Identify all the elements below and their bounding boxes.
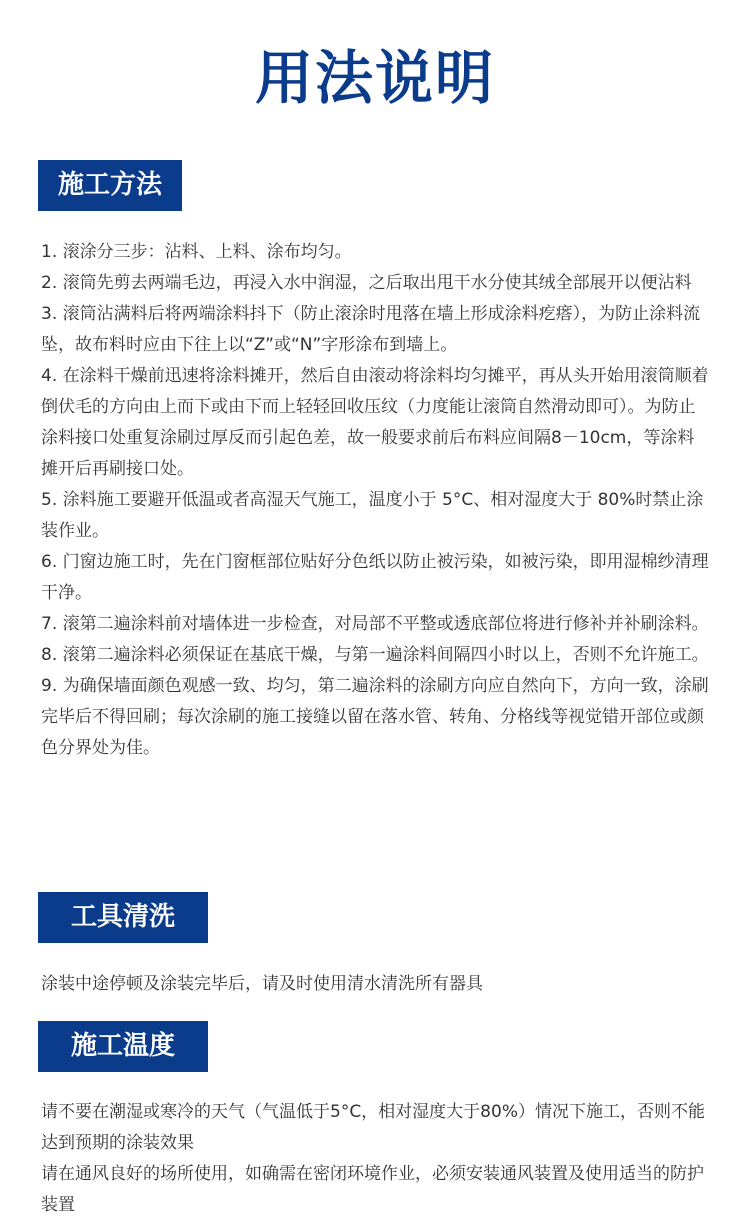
- construction-temperature-text: [41, 1097, 709, 1221]
- method-step: 8. 滚第二遍涂料必须保证在基底干燥，与第一遍涂料间隔四小时以上，否则不允许施工。: [41, 645, 709, 665]
- method-step: 5. 涂料施工要避开低温或者高湿天气施工，温度小于 5°C、相对湿度大于 80%时禁止涂装作业。: [41, 490, 704, 541]
- section-heading-construction-temperature: 施工温度: [38, 1021, 208, 1072]
- page-title: 用法说明: [254, 44, 495, 112]
- method-step: 4. 在涂料干燥前迅速将涂料摊开，然后自由滚动将涂料均匀摊平，再从头开始用滚筒顺着倒伏毛的方向由上而下或由下而上轻轻回收压纹（力度能让滚筒自然滑动即可）。为防止涂料接口处重复涂刷过厚反而引起色差，故一般要求前后布料应间隔8－10cm，等涂料摊开后再刷接口处。: [41, 366, 709, 479]
- construction-method-list: [41, 237, 709, 764]
- tool-cleaning-paragraph: 涂装中途停顿及涂装完毕后，请及时使用清水清洗所有器具: [41, 974, 483, 994]
- tool-cleaning-text: [41, 969, 709, 1000]
- method-step: 1. 滚涂分三步：沾料、上料、涂布均匀。: [41, 242, 352, 262]
- method-step: 6. 门窗边施工时，先在门窗框部位贴好分色纸以防止被污染，如被污染，即用湿棉纱清理干净。: [41, 552, 709, 603]
- temperature-paragraph: 请不要在潮湿或寒冷的天气（气温低于5°C，相对湿度大于80%）情况下施工，否则不能达到预期的涂装效果: [41, 1102, 705, 1153]
- method-step: 7. 滚第二遍涂料前对墙体进一步检查，对局部不平整或透底部位将进行修补并补刷涂料。: [41, 614, 709, 634]
- method-step: 3. 滚筒沾满料后将两端涂料抖下（防止滚涂时甩落在墙上形成涂料疙瘩），为防止涂料流坠，故布料时应由下往上以“Z”或“N”字形涂布到墙上。: [41, 304, 701, 355]
- section-heading-construction-method: 施工方法: [38, 160, 182, 211]
- method-step: 9. 为确保墙面颜色观感一致、均匀，第二遍涂料的涂刷方向应自然向下，方向一致，涂刷完毕后不得回刷；每次涂刷的施工接缝以留在落水管、转角、分格线等视觉错开部位或颜色分界处为佳。: [41, 676, 709, 758]
- method-step: 2. 滚筒先剪去两端毛边，再浸入水中润湿，之后取出甩干水分使其绒全部展开以便沾料: [41, 273, 692, 293]
- section-heading-tool-cleaning: 工具清洗: [38, 892, 208, 943]
- temperature-paragraph: 请在通风良好的场所使用，如确需在密闭环境作业，必须安装通风装置及使用适当的防护装置: [41, 1164, 704, 1215]
